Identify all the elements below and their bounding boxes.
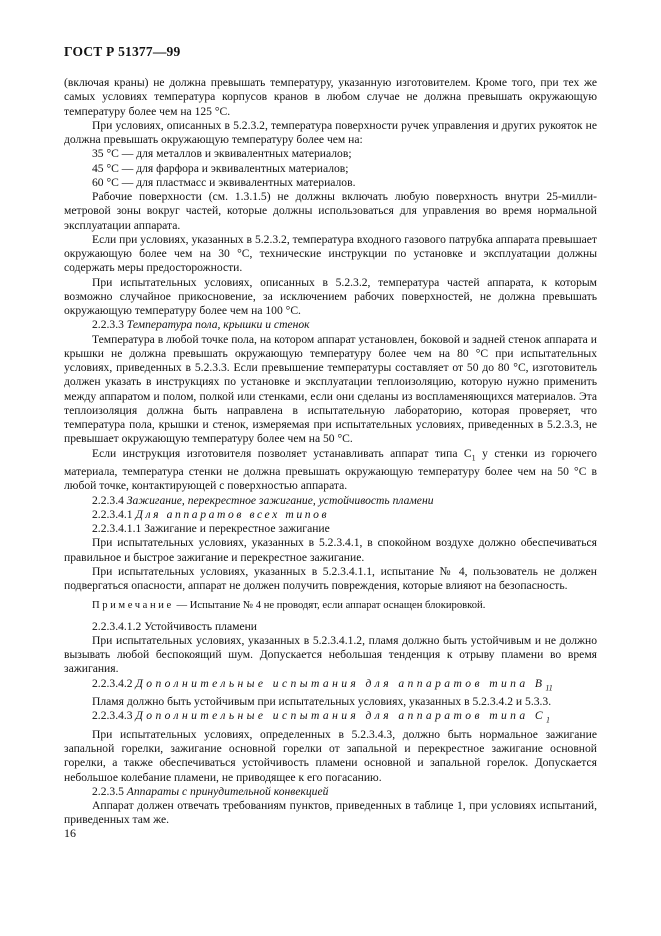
section-heading-2.2.3.3 xyxy=(64,318,597,332)
section-heading-2.2.3.4.1.2 xyxy=(64,620,597,634)
section-title: Зажигание и перекрестное зажигание xyxy=(144,522,330,536)
section-title: Зажигание, перекрестное зажигание, устойчивость пламени xyxy=(126,493,434,507)
paragraph: Если при условиях, указанных в 5.2.3.2, температура входного газового патрубка аппарата превышает окружающую более чем на 30 °С, технические инструкции по установке и эксплуатации должны содержать меры предосторожности. xyxy=(64,232,597,275)
section-number: 2.2.3.4.1 xyxy=(92,507,133,521)
paragraph: При испытательных условиях, указанных в 5.2.3.4.1.1, испытание № 4, пользователь не должен подвергаться опасности, аппарат не должен получить повреждения, которые влияют на безопасность. xyxy=(64,564,597,593)
section-number: 2.2.3.4.1.1 xyxy=(92,522,142,536)
section-title: Дополнительные испытания для аппаратов типа С xyxy=(135,709,546,723)
paragraph: Рабочие поверхности (см. 1.3.1.5) не должны включать любую поверхность внутри 25-миллиметровой зоны вокруг частей, которые должны использоваться для управления во время нормальной эксплуатации аппарата. xyxy=(64,190,597,232)
section-title: Дополнительные испытания для аппаратов типа В xyxy=(135,676,546,690)
note xyxy=(64,599,597,613)
list-item: 60 °С — для пластмасс и эквивалентных материалов. xyxy=(92,175,356,189)
paragraph: (включая краны) не должна превышать температуру, указанную изготовителем. Кроме того, при тех же самых условиях температура корпусов кранов в любом случае не должна превышать окружающую температуру более чем на 125 °С. xyxy=(64,76,597,118)
section-number: 2.2.3.4.3 xyxy=(92,709,133,723)
section-number: 2.2.3.4.2 xyxy=(92,676,133,690)
standard-header: ГОСТ Р 51377—99 xyxy=(64,44,181,59)
paragraph: Аппарат должен отвечать требованиям пунктов, приведенных в таблице 1, при условиях испытаний, приведенных там же. xyxy=(64,799,597,827)
note-text: — Испытание № 4 не проводят, если аппарат оснащен блокировкой. xyxy=(173,600,486,612)
document-body xyxy=(64,76,597,828)
list-item: 45 °С — для фарфора и эквивалентных материалов; xyxy=(92,161,349,175)
section-heading-2.2.3.4.1 xyxy=(64,508,597,522)
paragraph: При условиях, описанных в 5.2.3.2, температура поверхности ручек управления и других рукояток не должна превышать окружающую температуру более чем на: xyxy=(64,118,597,146)
paragraph: При испытательных условиях, определенных в 5.2.3.4.3, должно быть нормальное зажигание запальной горелки, зажигание основной горелки от запальной и перекрестное зажигание основной горелки, а также обеспечиваться устойчивость пламени основной и запальной горелок. Допускается небольшое колебание пламени, не приводящее к его погасанию. xyxy=(64,727,597,784)
section-title: Температура пола, крышки и стенок xyxy=(126,318,310,332)
paragraph: Пламя должно быть устойчивым при испытательных условиях, указанных в 5.2.3.4.2 и 5.3.3. xyxy=(92,695,552,709)
section-heading-2.2.3.4.1.1 xyxy=(64,522,597,536)
section-heading-2.2.3.4.3: 2.2.3.4.3 Дополнительные испытания для аппаратов типа $С_1$ xyxy=(92,709,550,725)
paragraph: Температура в любой точке пола, на котором аппарат установлен, боковой и задней стенок аппарата и крышки не должна превышать окружающую температуру более чем на 80 °С при испытательных условиях, приведенных в 5.2.3.3. Если превышение температуры составляет от 50 до 80 °С, изготовитель должен указать в инструкциях по установке и эксплуатации теплоизоляцию, которую нужно применить между аппаратом и полом, полкой или стенками, если они сделаны из воспламеняющихся материалов. Эта теплоизоляция должна быть направлена в испытательную лабораторию, которая проверяет, что температура пола, крышки и стенок, измеряемая при испытательных условиях, приведенных в 5.2.3.3, не превышает окружающую температуру более чем на 50 °С. xyxy=(64,332,597,446)
paragraph: При испытательных условиях, указанных в 5.2.3.4.1, в спокойном воздухе должно обеспечиваться правильное и быстрое зажигание и перекрестное зажигание. xyxy=(64,536,597,564)
list-item: 35 °С — для металлов и эквивалентных материалов; xyxy=(92,147,352,161)
section-heading-2.2.3.4.2: 2.2.3.4.2 Дополнительные испытания для аппаратов типа $В_{11}$ xyxy=(92,676,553,692)
section-number: 2.2.3.3 xyxy=(92,318,124,332)
paragraph: Если инструкция изготовителя позволяет устанавливать аппарат типа $С_1$ у стенки из горючего материала, температура стенки не должна превышать окружающую температуру более чем на 50 °С в любой точке, контактирующей с поверхностью аппарата. xyxy=(64,446,597,493)
section-number: 2.2.3.4 xyxy=(92,493,124,507)
note-label: Примечание xyxy=(92,600,174,612)
section-title: Для аппаратов всех типов xyxy=(135,507,330,521)
section-title: Аппараты с принудительной конвекцией xyxy=(126,784,329,798)
section-number: 2.2.3.5 xyxy=(92,784,124,798)
page-number: 16 xyxy=(64,826,76,840)
section-number: 2.2.3.4.1.2 xyxy=(92,619,142,633)
section-heading-2.2.3.4 xyxy=(64,494,597,508)
paragraph: При испытательных условиях, описанных в 5.2.3.2, температура частей аппарата, к которым возможно случайное прикосновение, за исключением рабочих поверхностей, не должна превышать окружающую температуру более чем на 100 °С. xyxy=(64,275,597,317)
section-heading-2.2.3.5 xyxy=(64,785,597,799)
paragraph: При испытательных условиях, указанных в 5.2.3.4.1.2, пламя должно быть устойчивым и не должно вызывать любой беспокоящий шум. Допускается небольшая тенденция к отрыву пламени во время зажигания. xyxy=(64,633,597,676)
section-title: Устойчивость пламени xyxy=(144,619,258,633)
